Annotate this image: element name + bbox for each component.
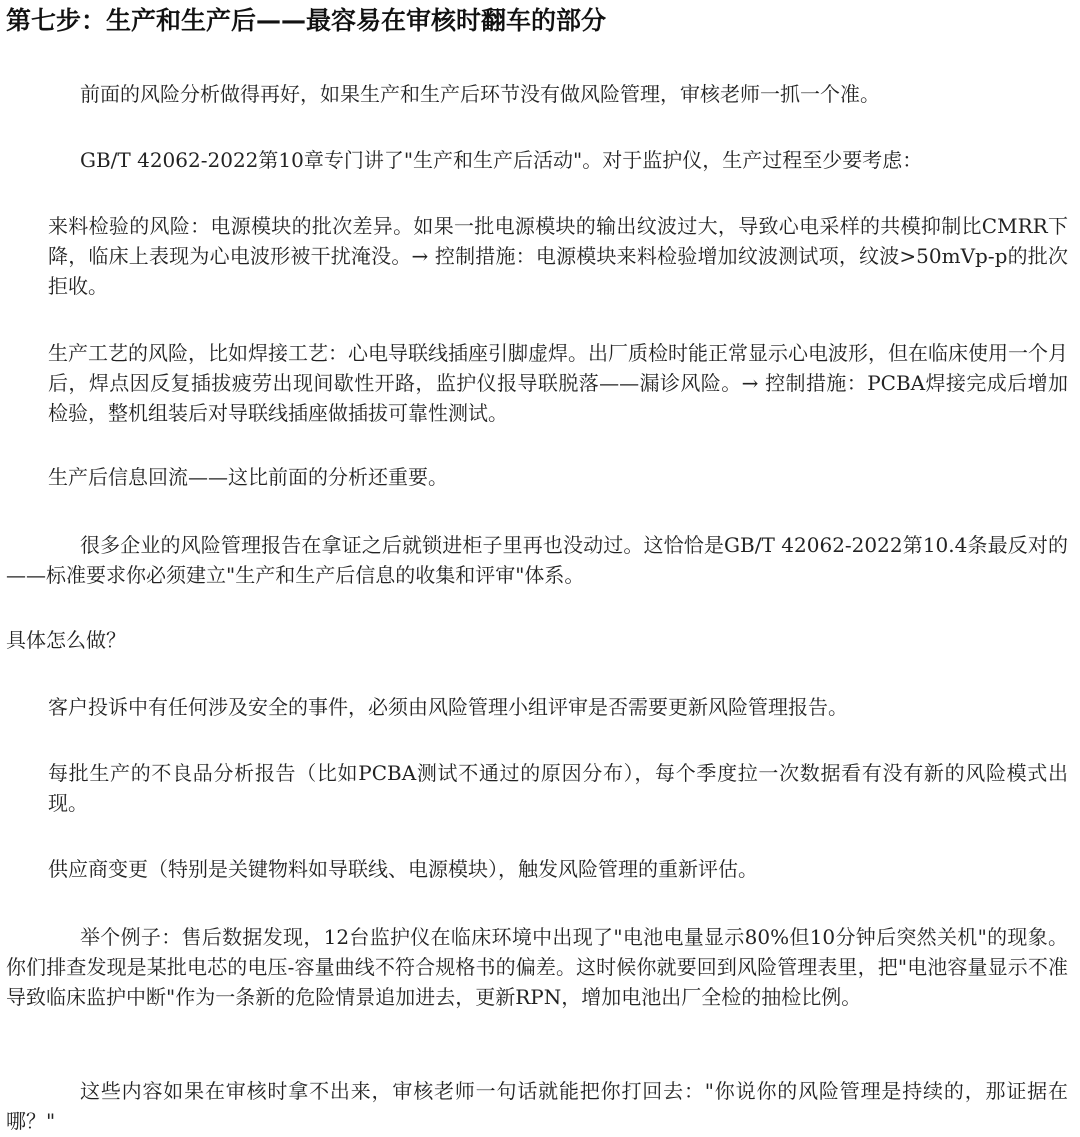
paragraph-standard-chapter-10: GB/T 42062-2022第10章专门讲了"生产和生产后活动"。对于监护仪，生产过程至少要考虑： bbox=[80, 148, 923, 172]
paragraph-audit-evidence: 这些内容如果在审核时拿不出来，审核老师一句话就能把你打回去："你说你的风险管理是持续的，那证据在哪？" bbox=[6, 1079, 1068, 1133]
section-heading: 第七步：生产和生产后——最容易在审核时翻车的部分 bbox=[6, 6, 607, 35]
paragraph-intro: 前面的风险分析做得再好，如果生产和生产后环节没有做风险管理，审核老师一抓一个准。 bbox=[80, 82, 880, 106]
paragraph-how-to-do: 具体怎么做？ bbox=[6, 628, 126, 652]
paragraph-process-risk: 生产工艺的风险，比如焊接工艺：心电导联线插座引脚虚焊。出厂质检时能正常显示心电波形，但在临床使用一个月后，焊点因反复插拔疲劳出现间歇性开路，监护仪报导联脱落——漏诊风险。→ 控制措施：PCBA焊接完成后增加检验，整机组装后对导联线插座做插拔可靠性测试。 bbox=[48, 341, 1068, 425]
paragraph-supplier-change: 供应商变更（特别是关键物料如导联线、电源模块），触发风险管理的重新评估。 bbox=[48, 857, 758, 881]
paragraph-post-production-feedback: 生产后信息回流——这比前面的分析还重要。 bbox=[48, 465, 448, 489]
paragraph-defect-analysis: 每批生产的不良品分析报告（比如PCBA测试不通过的原因分布），每个季度拉一次数据看有没有新的风险模式出现。 bbox=[48, 761, 1068, 815]
paragraph-battery-example: 举个例子：售后数据发现，12台监护仪在临床环境中出现了"电池电量显示80%但10分钟后突然关机"的现象。你们排查发现是某批电芯的电压-容量曲线不符合规格书的偏差。这时候你就要回到风险管理表里，把"电池容量显示不准导致临床监护中断"作为一条新的危险情景追加进去，更新RPN，增加电池出厂全检的抽检比例。 bbox=[6, 925, 1068, 1009]
paragraph-report-locked-away: 很多企业的风险管理报告在拿证之后就锁进柜子里再也没动过。这恰恰是GB/T 42062-2022第10.4条最反对的——标准要求你必须建立"生产和生产后信息的收集和评审"体系。 bbox=[6, 533, 1068, 587]
paragraph-customer-complaints: 客户投诉中有任何涉及安全的事件，必须由风险管理小组评审是否需要更新风险管理报告。 bbox=[48, 695, 848, 719]
paragraph-incoming-inspection-risk: 来料检验的风险：电源模块的批次差异。如果一批电源模块的输出纹波过大，导致心电采样的共模抑制比CMRR下降，临床上表现为心电波形被干扰淹没。→ 控制措施：电源模块来料检验增加纹波测试项，纹波>50mVp-p的批次拒收。 bbox=[48, 214, 1068, 298]
